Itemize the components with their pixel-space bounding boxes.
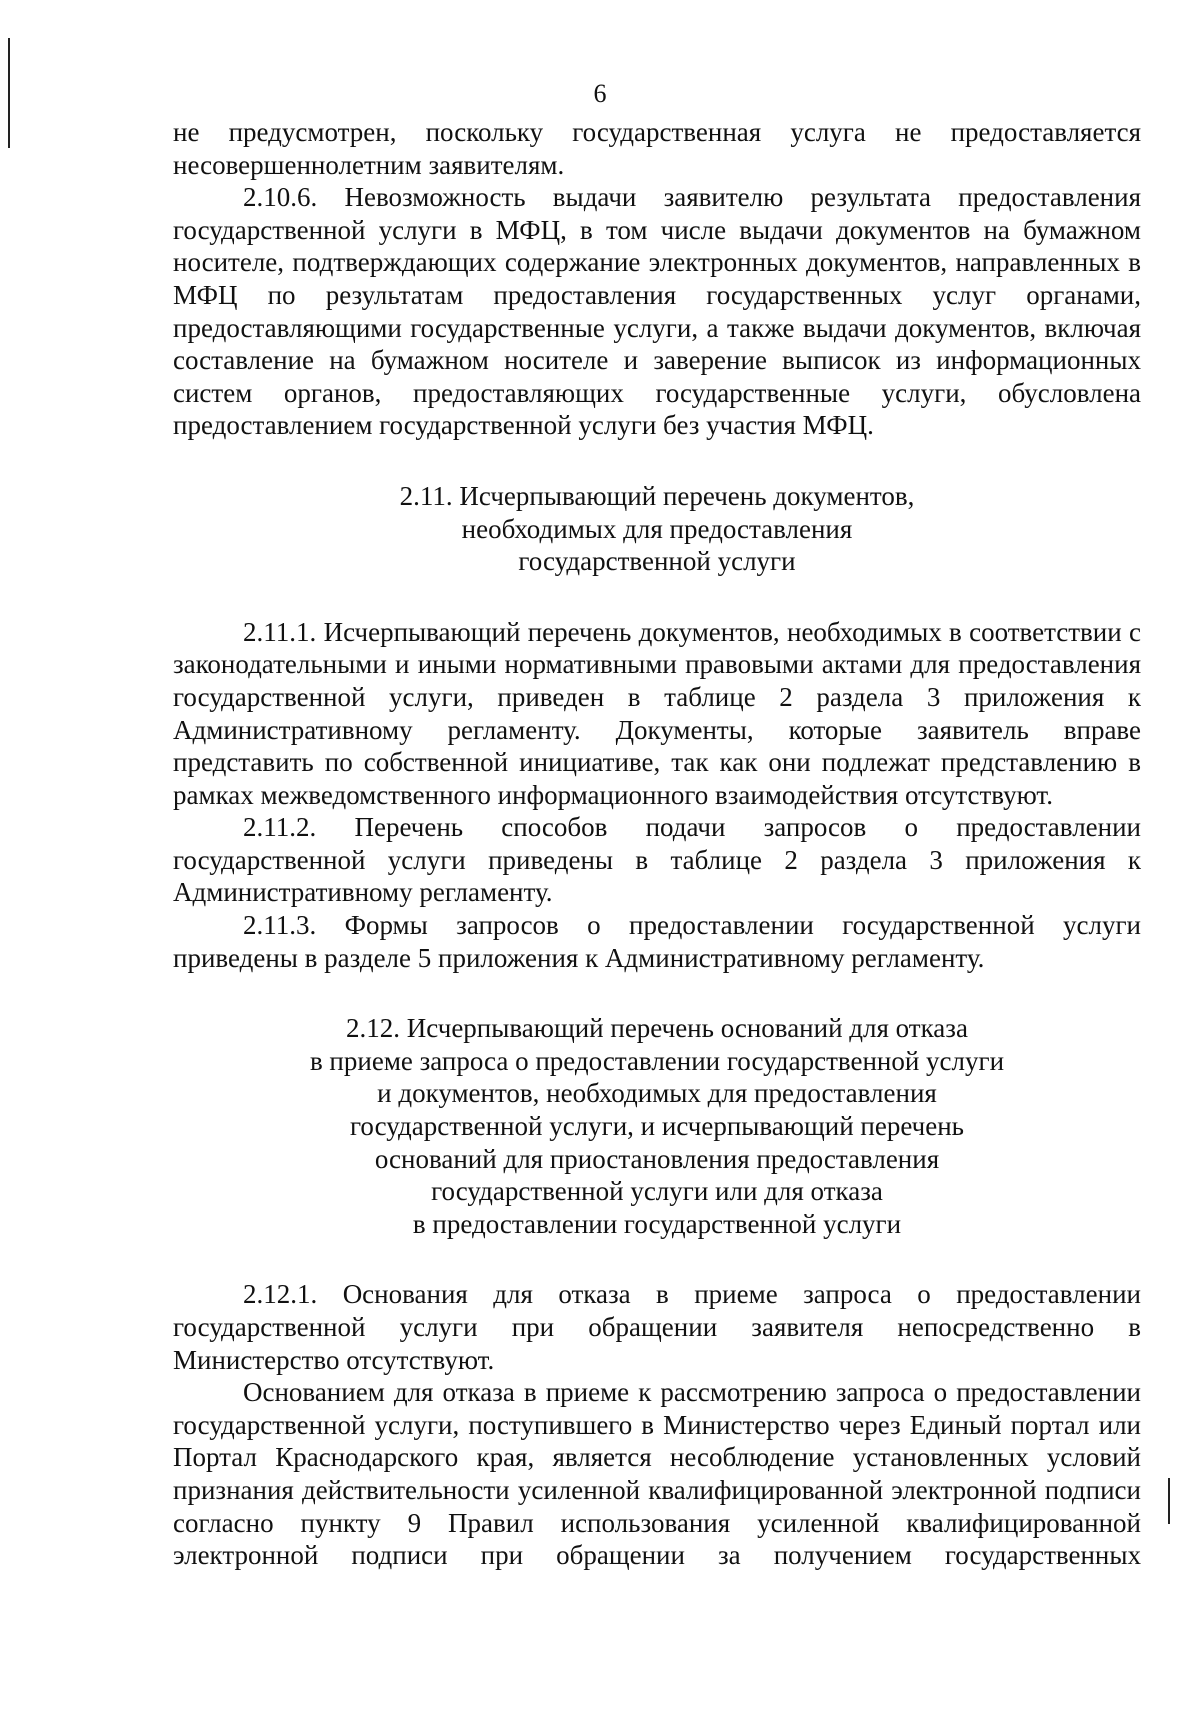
heading-line: государственной услуги, и исчерпывающий перечень xyxy=(350,1111,964,1142)
heading-line: государственной услуги xyxy=(518,546,796,577)
heading-line: 2.11. Исчерпывающий перечень документов, xyxy=(399,480,915,511)
heading-line: в приеме запроса о предоставлении государственной услуги xyxy=(309,1045,1005,1076)
paragraph: 2.11.3. Формы запросов о предоставлении государственной услуги приведены в разделе 5 приложения к Административному регламенту. xyxy=(173,910,1141,973)
section-heading-2-11 xyxy=(173,480,1141,578)
paragraph: 2.10.6. Невозможность выдачи заявителю результата предоставления государственной услуги в МФЦ, в том числе выдачи документов на бумажном носителе, подтверждающих содержание электронных документов, направленных в МФЦ по результатам предоставления государственных услуг органами, предоставляющими государственные услуги, а также выдачи документов, включая составление на бумажном носителе и заверение выписок из информационных систем органов, предоставляющих государственные услуги, обусловлена предоставлением государственной услуги без участия МФЦ. xyxy=(173,182,1141,441)
paragraph: 2.11.2. Перечень способов подачи запросов о предоставлении государственной услуги приведены в таблице 2 раздела 3 приложения к Административному регламенту. xyxy=(173,812,1141,908)
heading-line: государственной услуги или для отказа xyxy=(431,1176,883,1207)
paragraph: не предусмотрен, поскольку государственная услуга не предоставляется несовершеннолетним заявителям. xyxy=(173,117,1141,180)
section-heading-2-12 xyxy=(173,1012,1141,1240)
paragraph: 2.11.1. Исчерпывающий перечень документов, необходимых в соответствии с законодательными и иными нормативными правовыми актами для предоставления государственной услуги, приведен в таблице 2 раздела 3 приложения к Административному регламенту. Документы, которые заявитель вправе представить по собственной инициативе, так как они подлежат представлению в рамках межведомственного информационного взаимодействия отсутствуют. xyxy=(173,616,1141,810)
heading-line: необходимых для предоставления xyxy=(461,513,853,544)
paragraph: 2.12.1. Основания для отказа в приеме запроса о предоставлении государственной услуги при обращении заявителя непосредственно в Министерство отсутствуют. xyxy=(173,1279,1141,1375)
heading-line: оснований для приостановления предоставления xyxy=(374,1143,940,1174)
document-body xyxy=(173,116,1141,1572)
paragraph: Основанием для отказа в приеме к рассмотрению запроса о предоставлении государственной услуги, поступившего в Министерство через Единый портал или Портал Краснодарского края, является несоблюдение установленных условий признания действительности усиленной квалифицированной электронной подписи согласно пункту 9 Правил использования усиленной квалифицированной электронной подписи при обращении за получением государственных xyxy=(173,1377,1141,1571)
heading-line: 2.12. Исчерпывающий перечень оснований для отказа xyxy=(346,1013,968,1044)
scan-edge-mark xyxy=(1168,1478,1170,1524)
page-number: 6 xyxy=(593,79,607,108)
heading-line: в предоставлении государственной услуги xyxy=(412,1208,902,1239)
heading-line: и документов, необходимых для предоставления xyxy=(377,1078,937,1109)
